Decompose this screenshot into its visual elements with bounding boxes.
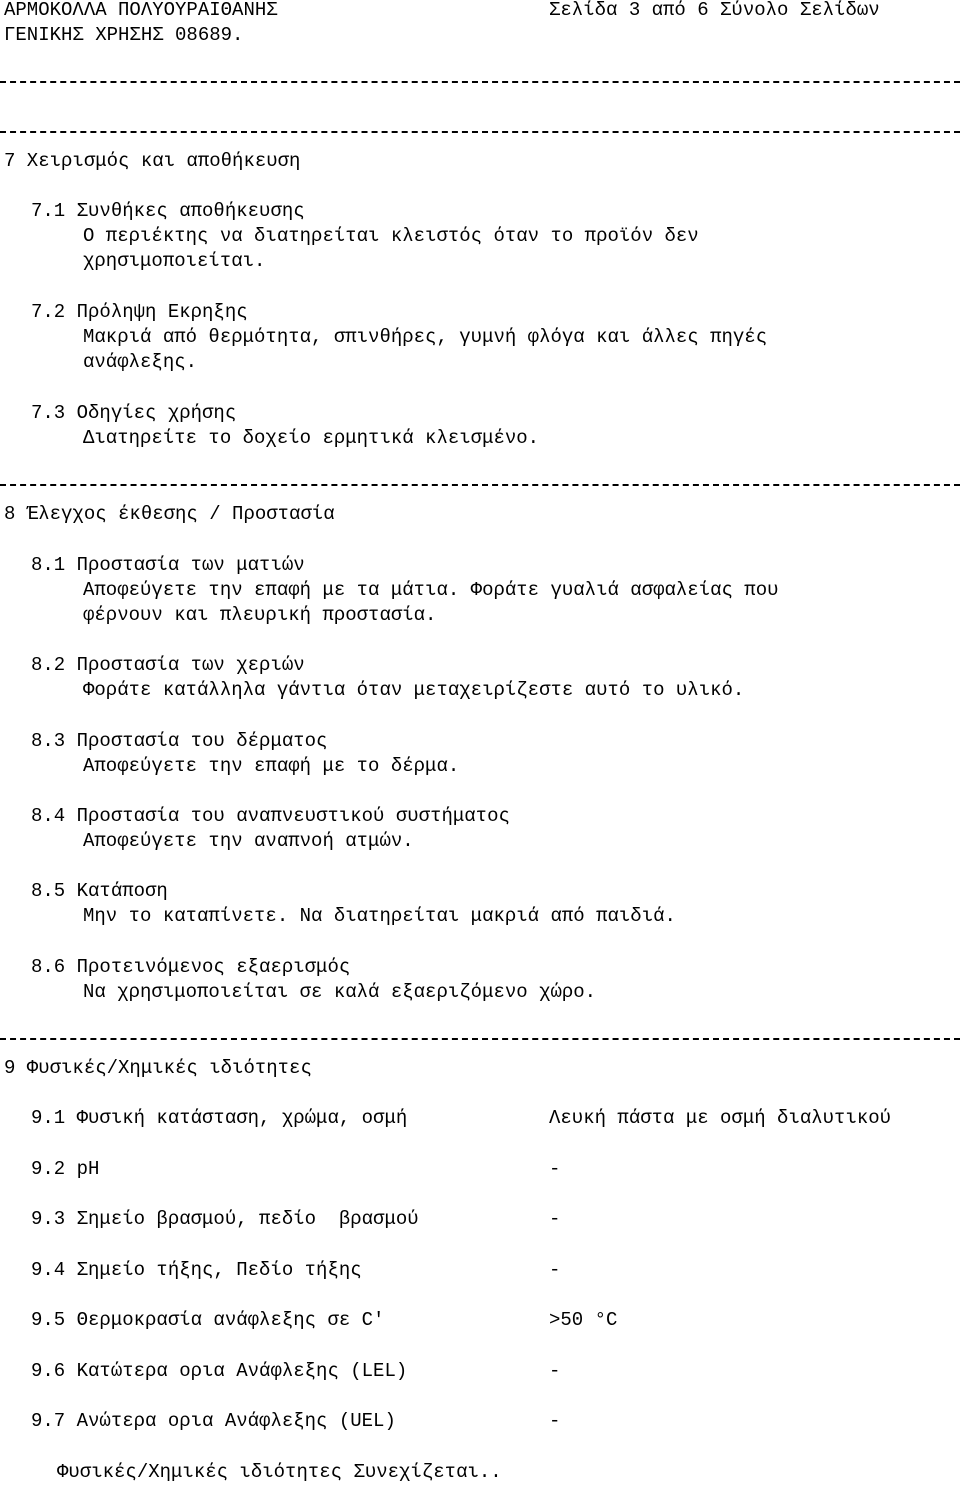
section-7-1-heading: 7.1 Συνθήκες αποθήκευσης <box>31 200 305 222</box>
section-8-1-text: φέρνουν και πλευρική προστασία. <box>83 604 437 626</box>
section-8-4-text: Αποφεύγετε την αναπνοή ατμών. <box>83 830 414 852</box>
property-value: - <box>549 1410 561 1432</box>
product-name-line1: ΑΡΜΟΚΟΛΛΑ ΠΟΛΥΟΥΡΑΙΘΑΝΗΣ <box>4 0 278 21</box>
divider <box>0 131 960 133</box>
property-value: - <box>549 1259 561 1281</box>
section-9-title: 9 Φυσικές/Χημικές ιδιότητες <box>4 1057 312 1079</box>
divider <box>0 81 960 83</box>
section-8-2-heading: 8.2 Προστασία των χεριών <box>31 654 305 676</box>
section-8-4-heading: 8.4 Προστασία του αναπνευστικού συστήματος <box>31 805 510 827</box>
property-label: 9.2 pH <box>31 1158 100 1180</box>
continued-note: Φυσικές/Χημικές ιδιότητες Συνεχίζεται.. <box>57 1461 502 1483</box>
divider <box>0 484 960 486</box>
section-8-5-heading: 8.5 Κατάποση <box>31 880 168 902</box>
section-8-6-heading: 8.6 Προτεινόμενος εξαερισμός <box>31 956 351 978</box>
property-label: 9.5 Θερμοκρασία ανάφλεξης σε C' <box>31 1309 385 1331</box>
section-7-3-heading: 7.3 Οδηγίες χρήσης <box>31 402 237 424</box>
section-7-2-heading: 7.2 Πρόληψη Εκρηξης <box>31 301 248 323</box>
property-label: 9.1 Φυσική κατάσταση, χρώμα, οσμή <box>31 1107 408 1129</box>
property-label: 9.6 Κατώτερα ορια Ανάφλεξης (LEL) <box>31 1360 408 1382</box>
section-7-2-text: ανάφλεξης. <box>83 351 198 373</box>
property-label: 9.4 Σημείο τήξης, Πεδίο τήξης <box>31 1259 362 1281</box>
section-7-1-text: χρησιμοποιείται. <box>83 250 266 272</box>
section-8-3-text: Αποφεύγετε την επαφή με το δέρμα. <box>83 755 460 777</box>
section-8-5-text: Μην το καταπίνετε. Να διατηρείται μακριά από παιδιά. <box>83 905 676 927</box>
divider <box>0 1038 960 1040</box>
section-8-2-text: Φοράτε κατάλληλα γάντια όταν μεταχειρίζεστε αυτό το υλικό. <box>83 679 745 701</box>
page-info: Σελίδα 3 από 6 Σύνολο Σελίδων <box>549 0 880 21</box>
property-label: 9.3 Σημείο βρασμού, πεδίο βρασμού <box>31 1208 419 1230</box>
property-value: >50 °C <box>549 1309 618 1331</box>
section-7-3-text: Διατηρείτε το δοχείο ερμητικά κλεισμένο. <box>83 427 540 449</box>
section-8-6-text: Να χρησιμοποιείται σε καλά εξαεριζόμενο χώρο. <box>83 981 597 1003</box>
property-value: - <box>549 1360 561 1382</box>
section-8-title: 8 Έλεγχος έκθεσης / Προστασία <box>4 503 335 525</box>
property-value: - <box>549 1158 561 1180</box>
property-label: 9.7 Ανώτερα ορια Ανάφλεξης (UEL) <box>31 1410 396 1432</box>
property-value: Λευκή πάστα με οσμή διαλυτικού <box>549 1107 892 1129</box>
section-7-1-text: Ο περιέκτης να διατηρείται κλειστός όταν το προϊόν δεν <box>83 225 699 247</box>
section-7-title: 7 Χειρισμός και αποθήκευση <box>4 150 301 172</box>
section-8-1-heading: 8.1 Προστασία των ματιών <box>31 554 305 576</box>
section-7-2-text: Μακριά από θερμότητα, σπινθήρες, γυμνή φλόγα και άλλες πηγές <box>83 326 768 348</box>
product-name-line2: ΓΕΝΙΚΗΣ ΧΡΗΣΗΣ 08689. <box>4 24 244 46</box>
section-8-3-heading: 8.3 Προστασία του δέρματος <box>31 730 328 752</box>
property-value: - <box>549 1208 561 1230</box>
section-8-1-text: Αποφεύγετε την επαφή με τα μάτια. Φοράτε γυαλιά ασφαλείας που <box>83 579 779 601</box>
